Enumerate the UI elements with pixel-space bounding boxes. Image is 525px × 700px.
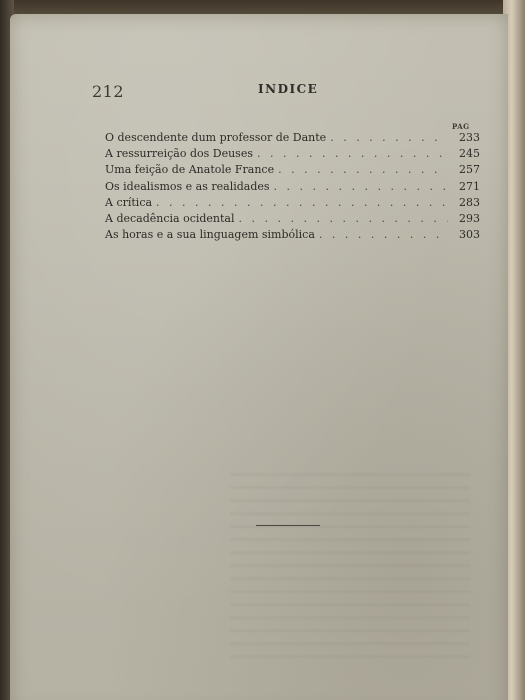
toc-entry — [105, 163, 480, 179]
toc-entry-page: 233 — [459, 131, 480, 144]
toc-entry-page: 245 — [459, 147, 480, 161]
toc-entry — [105, 180, 480, 196]
toc-entry-title: A decadência ocidental — [105, 211, 235, 225]
end-rule — [256, 525, 320, 526]
dot-leader — [239, 212, 448, 225]
toc-entry-title: O descendente dum professor de Dante — [105, 131, 327, 144]
page-title: INDICE — [258, 82, 319, 96]
show-through-text — [230, 464, 470, 664]
toc-entry-page: 271 — [459, 179, 480, 193]
dot-leader — [156, 196, 448, 209]
toc-entry — [105, 147, 480, 163]
toc-entry — [105, 212, 480, 228]
toc-entry-title: Uma feição de Anatole France — [105, 163, 275, 177]
toc-entry-title: A ressurreição dos Deuses — [105, 147, 253, 161]
toc-entry-title: As horas e a sua linguagem simbólica — [105, 228, 315, 242]
toc-entry — [105, 228, 480, 244]
dot-leader — [278, 163, 448, 176]
toc-entry-page: 303 — [459, 228, 480, 242]
table-of-contents — [105, 131, 480, 244]
page-number: 212 — [92, 82, 125, 101]
toc-entry-title: Os idealismos e as realidades — [105, 179, 270, 193]
dot-leader — [274, 180, 448, 193]
pag-column-label: PAG — [452, 122, 470, 131]
toc-entry — [105, 196, 480, 212]
dot-leader — [330, 131, 448, 144]
toc-entry-page: 257 — [459, 163, 480, 177]
toc-entry-page: 293 — [459, 211, 480, 225]
toc-entry-title: A crítica — [105, 195, 153, 209]
dot-leader — [257, 147, 448, 160]
toc-entry-page: 283 — [459, 195, 480, 209]
dot-leader — [319, 228, 448, 241]
toc-entry — [105, 131, 480, 147]
book-page — [10, 14, 508, 700]
